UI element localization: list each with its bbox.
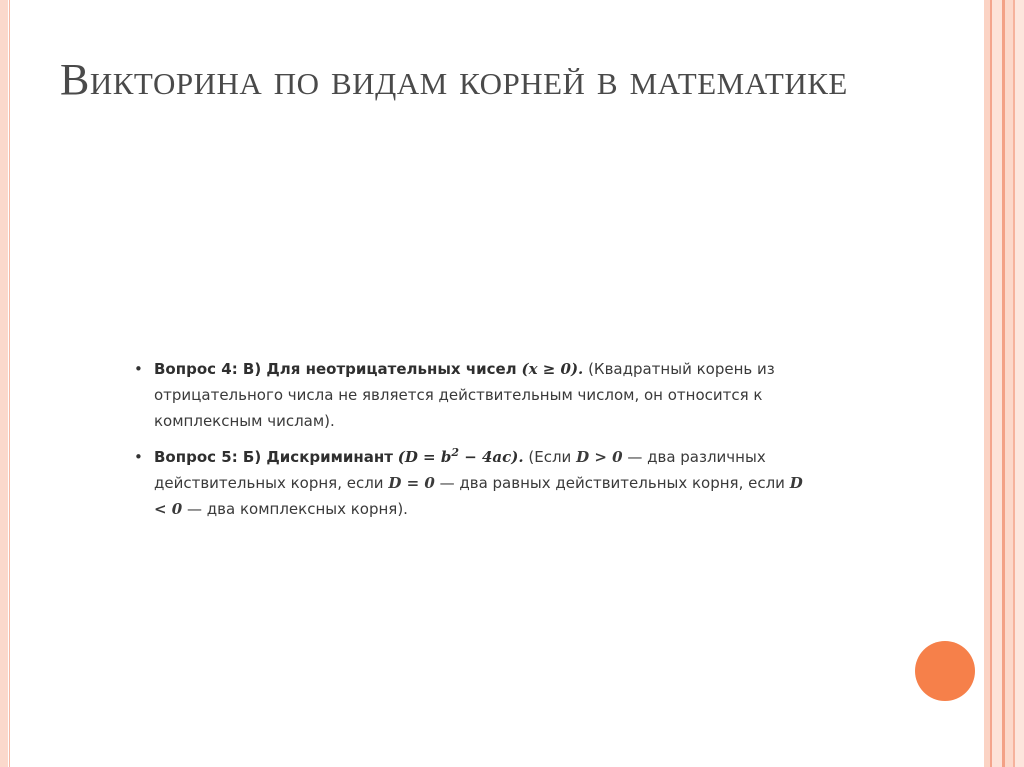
left-border — [0, 0, 8, 767]
question-5-math — [398, 448, 524, 466]
slide-title: Викторина по видам корней в математике — [60, 55, 848, 104]
question-5-explanation-4: — два комплексных корня). — [187, 500, 408, 518]
question-4-label: Вопрос 4: В) Для неотрицательных чисел — [154, 360, 517, 378]
right-frame-stripe — [1005, 0, 1013, 767]
list-item-question-4 — [132, 356, 812, 434]
left-border-line — [9, 0, 10, 767]
question-4-explanation: (Квадратный корень из отрицательного числа не является действительным числом, он относится к комплексным числам). — [154, 360, 775, 430]
condition-d-negative: D < 0 — [154, 474, 803, 518]
decorative-circle-icon — [915, 641, 975, 701]
condition-d-positive: D > 0 — [576, 448, 623, 466]
formula-part: (D = b — [397, 448, 452, 466]
right-frame-stripe — [1015, 0, 1024, 767]
formula-exponent: 2 — [451, 446, 459, 459]
right-frame-stripe — [992, 0, 1002, 767]
question-5-label: Вопрос 5: Б) Дискриминант — [154, 448, 393, 466]
question-5-explanation-2: — два различных действительных корня, если — [154, 448, 766, 492]
bullet-icon: • — [134, 448, 143, 466]
list-item-question-5 — [132, 444, 812, 522]
formula-part: − 4ac). — [458, 448, 524, 466]
question-5-explanation-1: (Если — [528, 448, 572, 466]
question-4-math: (x ≥ 0). — [521, 360, 584, 378]
bullet-icon: • — [134, 360, 143, 378]
question-5-explanation-3: — два равных действительных корня, если — [439, 474, 785, 492]
condition-d-zero: D = 0 — [388, 474, 435, 492]
answer-list — [132, 356, 812, 532]
